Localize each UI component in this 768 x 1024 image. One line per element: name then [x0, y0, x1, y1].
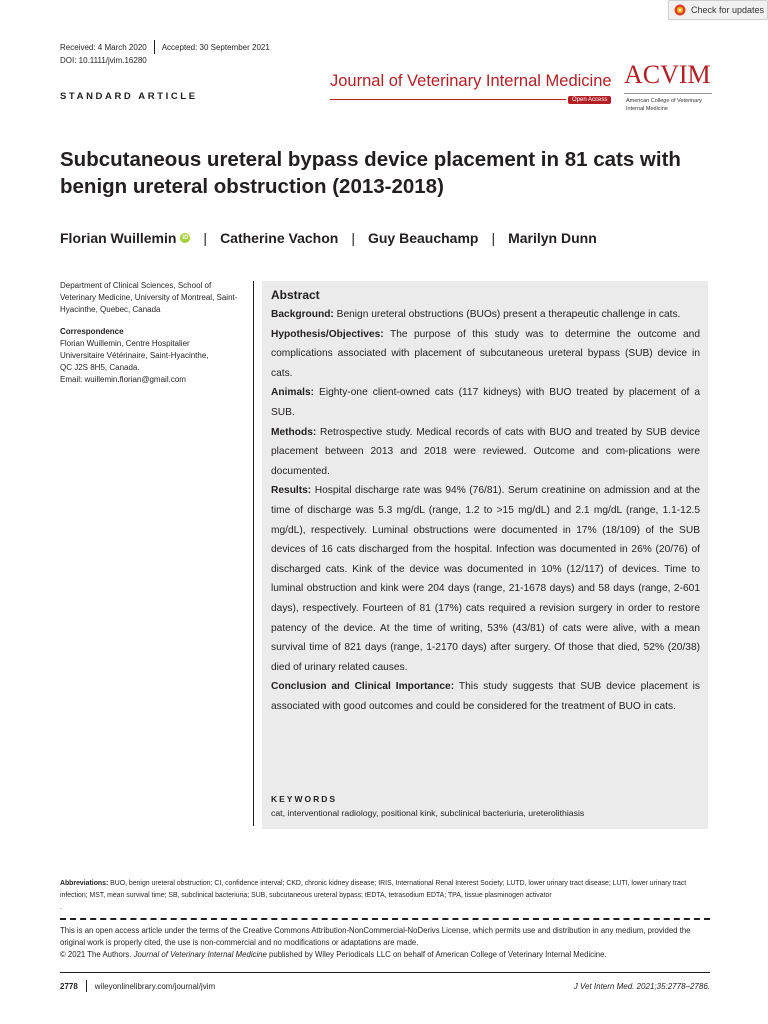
- correspondence-line: Universitaire Vétérinaire, Saint-Hyacinthe,: [60, 351, 209, 361]
- article-title: Subcutaneous ureteral bypass device placement in 81 cats with benign ureteral obstruction (2013-2018): [60, 148, 681, 198]
- methods-text: Retrospective study. Medical records of cats with BUO and treated by SUB device placement between 2013 and 2018 were reviewed. Outcome and com-plications were documented.: [271, 426, 700, 477]
- conclusion-label: Conclusion and Clinical Importance:: [271, 681, 455, 693]
- license-text: [60, 925, 710, 962]
- copyright-prefix: © 2021 The Authors.: [60, 950, 134, 960]
- acvim-logo-rule: [624, 93, 712, 94]
- license-statement: This is an open access article under the terms of the Creative Commons Attribution-NonCommercial-NoDerivs License, which permits use and distribution in any medium, provided the original work is properly cited, the use is non-commercial and no modifications or adaptations are made.: [60, 926, 691, 948]
- abstract-conclusion: [271, 677, 700, 716]
- citation: J Vet Intern Med. 2021;35:2778–2786.: [573, 981, 710, 991]
- methods-label: Methods:: [271, 426, 317, 438]
- article-type: STANDARD ARTICLE: [60, 91, 198, 102]
- column-divider: [253, 281, 254, 826]
- crossmark-icon: [674, 4, 686, 16]
- copyright-suffix: published by Wiley Periodicals LLC on behalf of American College of Veterinary Internal Medicine.: [266, 950, 607, 960]
- abstract-box: [262, 281, 708, 829]
- author-list: [60, 230, 597, 246]
- abstract-methods: [271, 423, 700, 482]
- author-name[interactable]: Marilyn Dunn: [508, 230, 597, 246]
- acvim-logo: [624, 60, 714, 122]
- accepted-date: Accepted: 30 September 2021: [161, 42, 270, 52]
- acvim-logo-text: ACVIM: [624, 60, 711, 89]
- page-number: 2778: [60, 981, 78, 991]
- results-label: Results:: [271, 485, 312, 497]
- journal-url[interactable]: wileyonlinelibrary.com/journal/jvim: [94, 981, 216, 991]
- abstract-hypothesis: [271, 325, 700, 384]
- abstract-body: [271, 287, 700, 716]
- affiliation: Department of Clinical Sciences, School of Veterinary Medicine, University of Montreal, Saint-Hyacinthe, Quebec, Canada: [60, 281, 238, 315]
- author-name[interactable]: Catherine Vachon: [220, 230, 339, 246]
- correspondence-line: QC J2S 8H5, Canada.: [60, 363, 140, 373]
- abbreviations-label: Abbreviations:: [60, 880, 109, 887]
- abbreviations-text: BUO, benign ureteral obstruction; CI, confidence interval; CKD, chronic kidney disease; IRIS, International Renal Interest Society; LUTD, lower urinary tract disease; LUTI, lower urinary tract infection; MST, mean survival time; SB, subclinical bacteriuria; SUB, subcutaneous ureteral bypass; tEDTA, tetrasodium EDTA; TPA, tissue plasminogen activator: [60, 880, 687, 899]
- license-divider: [60, 918, 710, 920]
- copyright-journal: Journal of Veterinary Internal Medicine: [133, 950, 267, 960]
- journal-rule: [330, 99, 566, 100]
- article-dates: [60, 40, 270, 54]
- copyright-line: [60, 949, 710, 961]
- background-label: Background:: [271, 309, 334, 320]
- abbreviations-trailing: .: [60, 904, 62, 911]
- correspondence-title: Correspondence: [60, 326, 124, 336]
- acvim-logo-subtitle: American College of Veterinary Internal Medicine: [626, 98, 702, 112]
- footer-separator: [86, 980, 87, 992]
- doi[interactable]: DOI: 10.1111/jvim.16280: [60, 56, 147, 65]
- open-access-badge: Open Access: [568, 96, 611, 104]
- check-for-updates-label: Check for updates: [691, 5, 765, 15]
- author-separator: |: [351, 230, 355, 246]
- check-for-updates-button[interactable]: [668, 0, 768, 20]
- animals-text: Eighty-one client-owned cats (117 kidneys) with BUO treated by placement of a SUB.: [271, 387, 700, 418]
- author-separator: |: [203, 230, 208, 246]
- abstract-results: [271, 481, 700, 677]
- author-name[interactable]: Florian Wuillemin: [60, 230, 177, 246]
- hypothesis-label: Hypothesis/Objectives:: [271, 328, 384, 340]
- background-text: Benign ureteral obstructions (BUOs) present a therapeutic challenge in cats.: [333, 309, 681, 320]
- abstract-animals: [271, 383, 700, 422]
- correspondence-line: Florian Wuillemin, Centre Hospitalier: [60, 338, 190, 348]
- results-text: Hospital discharge rate was 94% (76/81). Serum creatinine on admission and at the time of discharge was 5.3 mg/dL (range, 1.2 to >15 mg/dL) and 2.1 mg/dL (range, 1.1-12.5 mg/dL), respectively. Luminal obstructions were documented in 17% (18/109) of the SUB devices of 16 cats discharged from the hospital. Infection was documented in 26% (20/76) of discharged cats. Kink of the device was documented in 10% (12/117) of devices. Time to luminal obstruction and kink were 204 days (range, 21-1678 days) and 58 days (range, 2-601 days), respectively. Fourteen of 81 (17%) cats required a revision surgery in order to restore patency of the device. At the time of writing, 53% (43/81) of cats were alive, with a mean survival time of 821 days (range, 1-2170 days) after surgery. Of those that died, 52% (20/38) died of urinary related causes.: [271, 485, 700, 673]
- animals-label: Animals:: [271, 387, 315, 399]
- keywords-title: KEYWORDS: [271, 794, 338, 804]
- keywords-list: cat, interventional radiology, positional kink, subclinical bacteriuria, ureterolithiasis: [271, 808, 585, 818]
- author-separator: |: [491, 230, 496, 246]
- received-date: Received: 4 March 2020: [60, 42, 147, 52]
- author-name[interactable]: Guy Beauchamp: [367, 230, 479, 246]
- conclusion-text: This study suggests that SUB device placement is associated with good outcomes and could be considered for the treatment of BUO in cats.: [271, 681, 701, 712]
- date-separator: [154, 40, 155, 54]
- abbreviations: [60, 878, 710, 914]
- abstract-background: [271, 305, 700, 325]
- orcid-icon[interactable]: iD: [182, 235, 189, 241]
- affiliation-column: [60, 280, 245, 387]
- journal-name: Journal of Veterinary Internal Medicine: [330, 72, 612, 90]
- abstract-heading: Abstract: [271, 288, 320, 302]
- correspondence-email[interactable]: Email: wuillemin.florian@gmail.com: [60, 375, 186, 385]
- footer-rule: [60, 972, 710, 973]
- page-footer: [60, 980, 710, 992]
- hypothesis-text: The purpose of this study was to determine the outcome and complications associated with placement of subcutaneous ureteral bypass (SUB) device in cats.: [271, 328, 700, 379]
